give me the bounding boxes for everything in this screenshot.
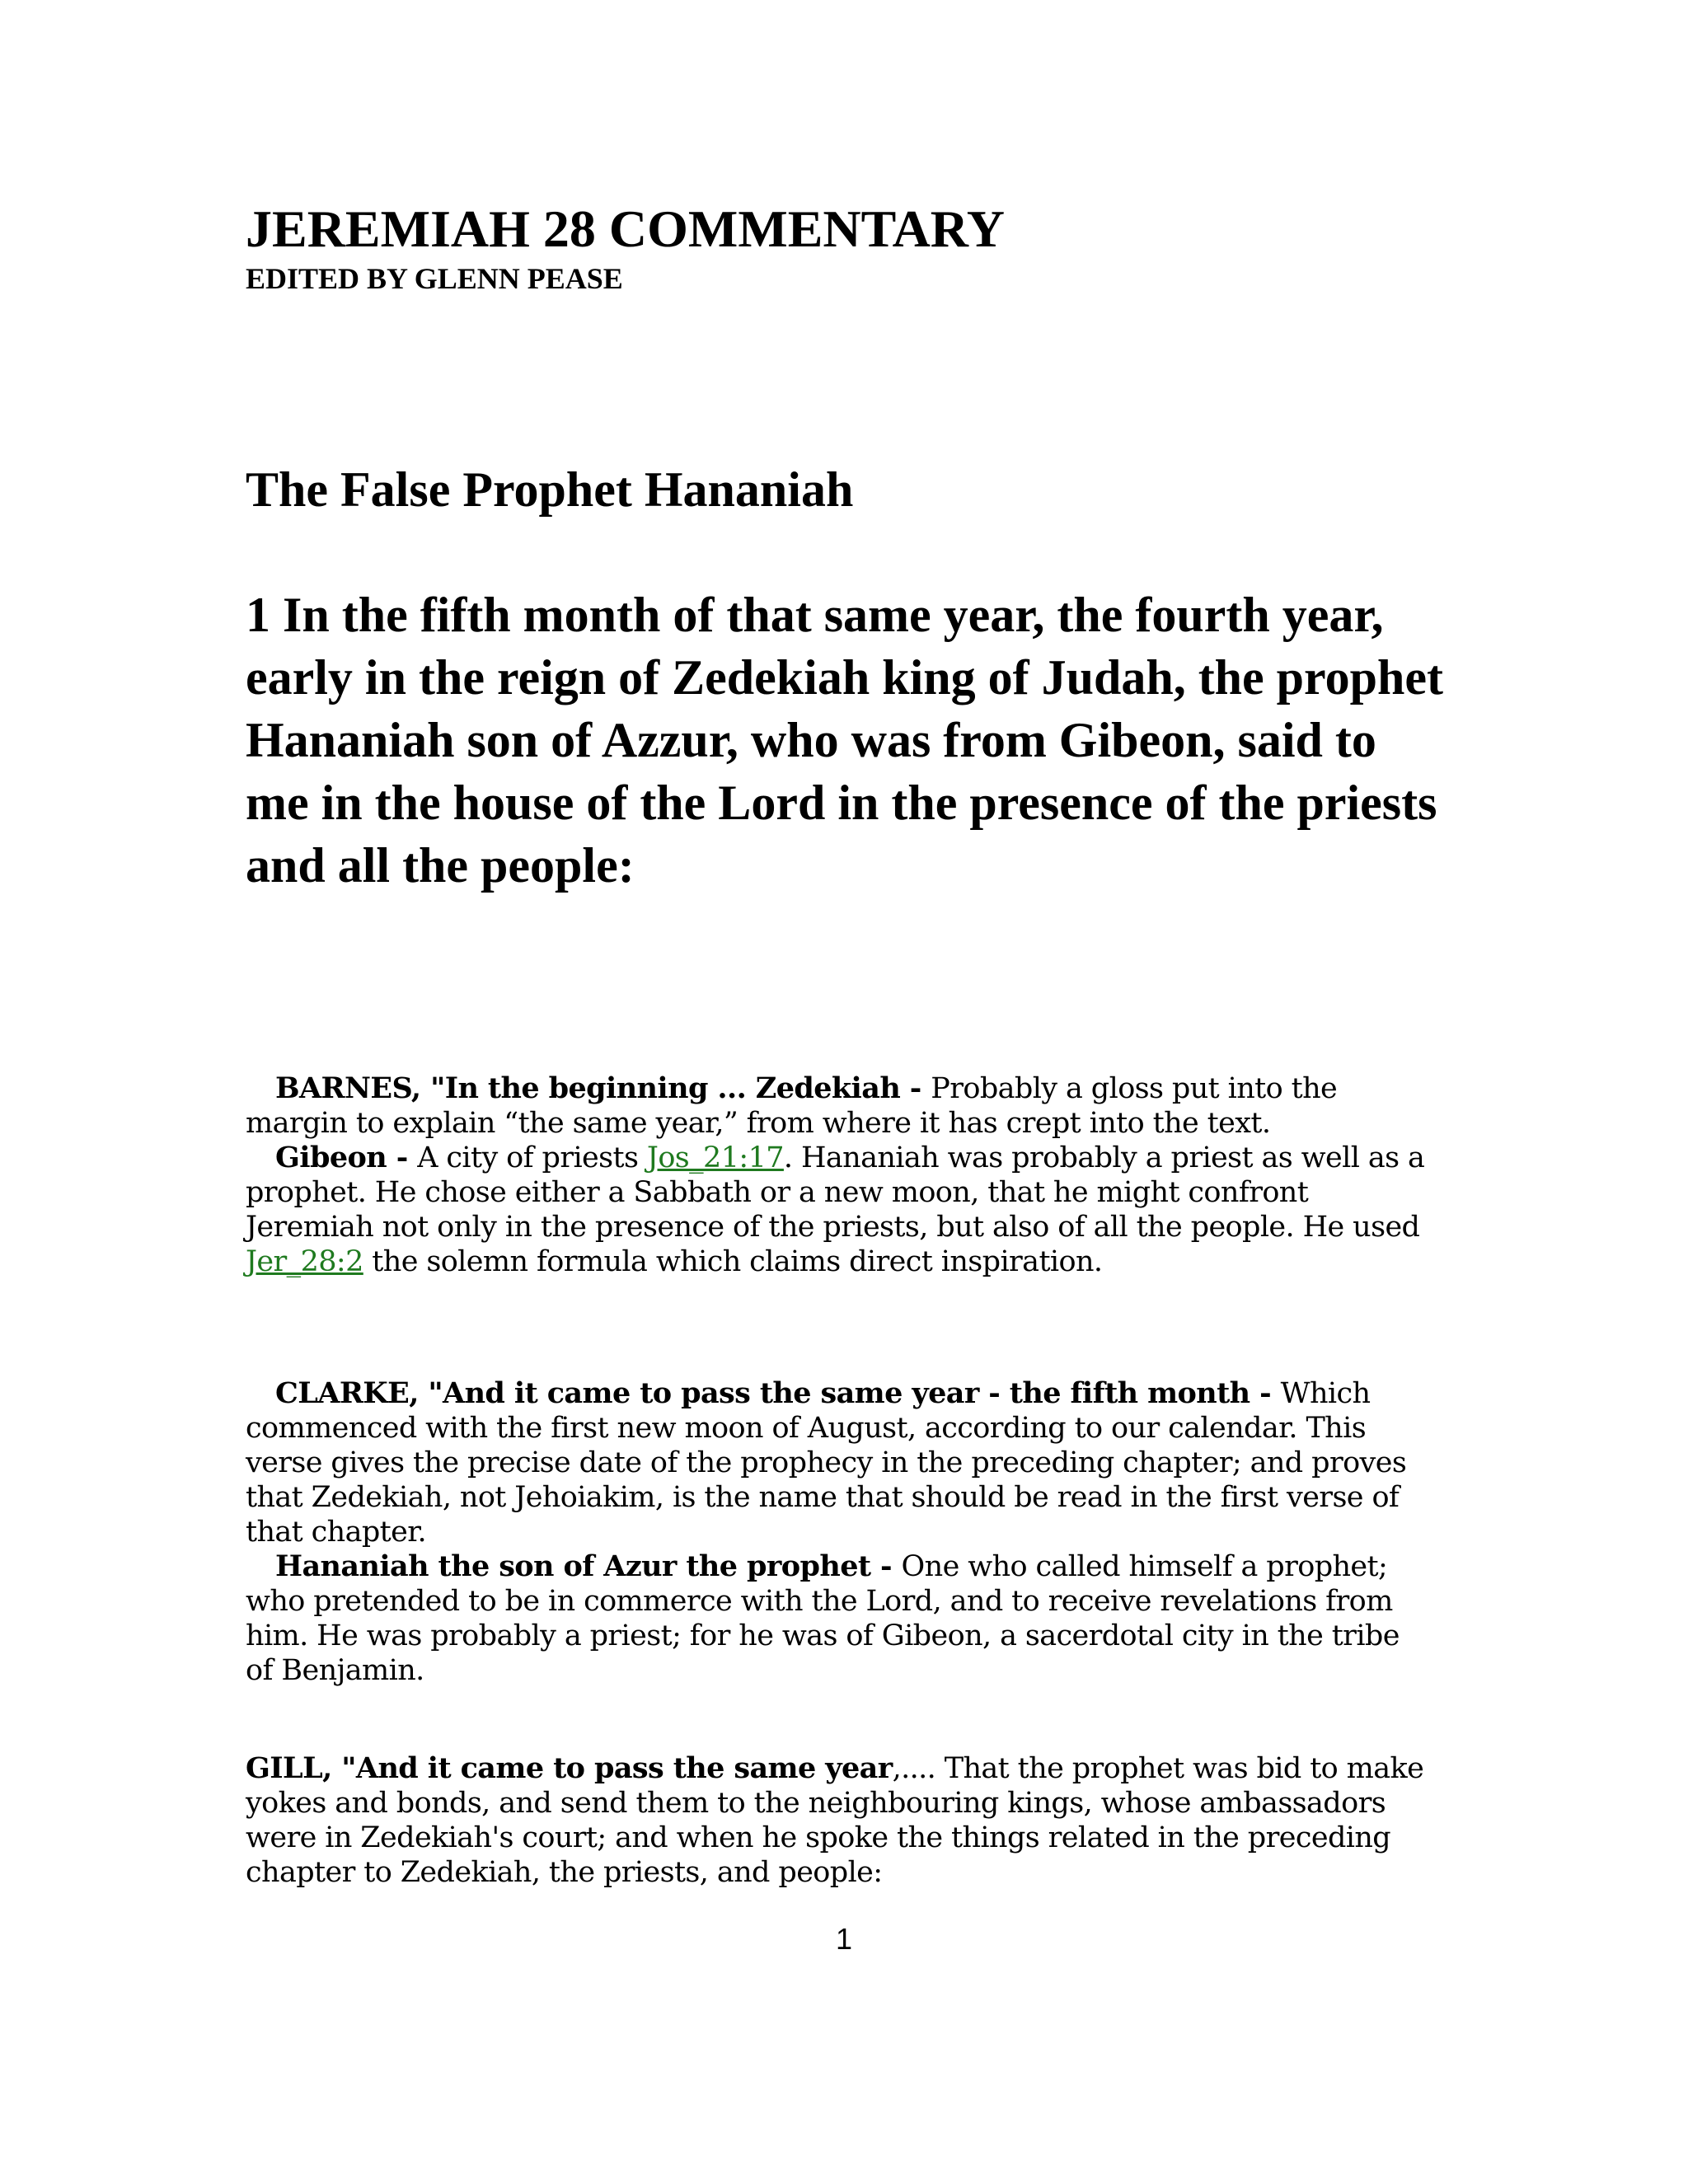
- clarke-commentary: [246, 1376, 1432, 1688]
- clarke-hananiah-heading: Hananiah the son of Azur the prophet -: [275, 1549, 902, 1583]
- document-title: JEREMIAH 28 COMMENTARY: [246, 199, 1005, 258]
- barnes-text-1: Probably a gloss put into the margin to explain “the same year,” from where it has crept into the text.: [246, 1072, 1338, 1140]
- clarke-text-2: One who called himself a prophet; who pretended to be in commerce with the Lord, and to receive revelations from him. He was probably a priest; for he was of Gibeon, a sacerdotal city in the tribe of Benjamin.: [246, 1550, 1400, 1687]
- section-heading: The False Prophet Hananiah: [246, 462, 854, 517]
- barnes-heading: BARNES, "In the beginning ... Zedekiah -: [275, 1071, 931, 1105]
- barnes-gibeon-heading: Gibeon -: [275, 1141, 418, 1174]
- gill-commentary: [246, 1751, 1432, 1890]
- clarke-paragraph-1: [246, 1376, 1432, 1549]
- clarke-heading: CLARKE, "And it came to pass the same year - the fifth month -: [275, 1376, 1281, 1410]
- barnes-paragraph-2: [246, 1141, 1432, 1279]
- scripture-link-jos-21-17[interactable]: Jos_21:17: [646, 1141, 784, 1174]
- gill-paragraph-1: [246, 1751, 1432, 1890]
- barnes-commentary: [246, 1071, 1432, 1279]
- clarke-paragraph-2: [246, 1549, 1432, 1688]
- page-number: 1: [835, 1922, 853, 1956]
- verse-text: 1 In the fifth month of that same year, the fourth year, early in the reign of Zedekiah king of Judah, the prophet Hananiah son of Azzur, who was from Gibeon, said to me in the house of the Lord in the presence of the priests and all the people:: [246, 588, 1443, 893]
- document-subtitle: EDITED BY GLENN PEASE: [246, 262, 623, 295]
- barnes-text-2c: the solemn formula which claims direct inspiration.: [363, 1245, 1103, 1278]
- clarke-text-1: Which commenced with the first new moon of August, according to our calendar. This verse gives the precise date of the prophecy in the preceding chapter; and proves that Zedekiah, not Jehoiakim, is the name that should be read in the first verse of that chapter.: [246, 1377, 1407, 1549]
- gill-heading: GILL, "And it came to pass the same year: [246, 1751, 893, 1785]
- barnes-paragraph-1: [246, 1071, 1432, 1141]
- gill-text-1: ,.... That the prophet was bid to make yokes and bonds, and send them to the neighbouring kings, whose ambassadors were in Zedekiah's court; and when he spoke the things related in the preceding chapter to Zedekiah, the priests, and people:: [246, 1752, 1424, 1889]
- barnes-text-2b: . Hananiah was probably a priest as well as a prophet. He chose either a Sabbath or a new moon, that he might confront Jeremiah not only in the presence of the priests, but also of all the people. He used: [246, 1141, 1425, 1244]
- scripture-link-jer-28-2[interactable]: Jer_28:2: [246, 1245, 363, 1278]
- barnes-text-2a: A city of priests: [417, 1141, 647, 1174]
